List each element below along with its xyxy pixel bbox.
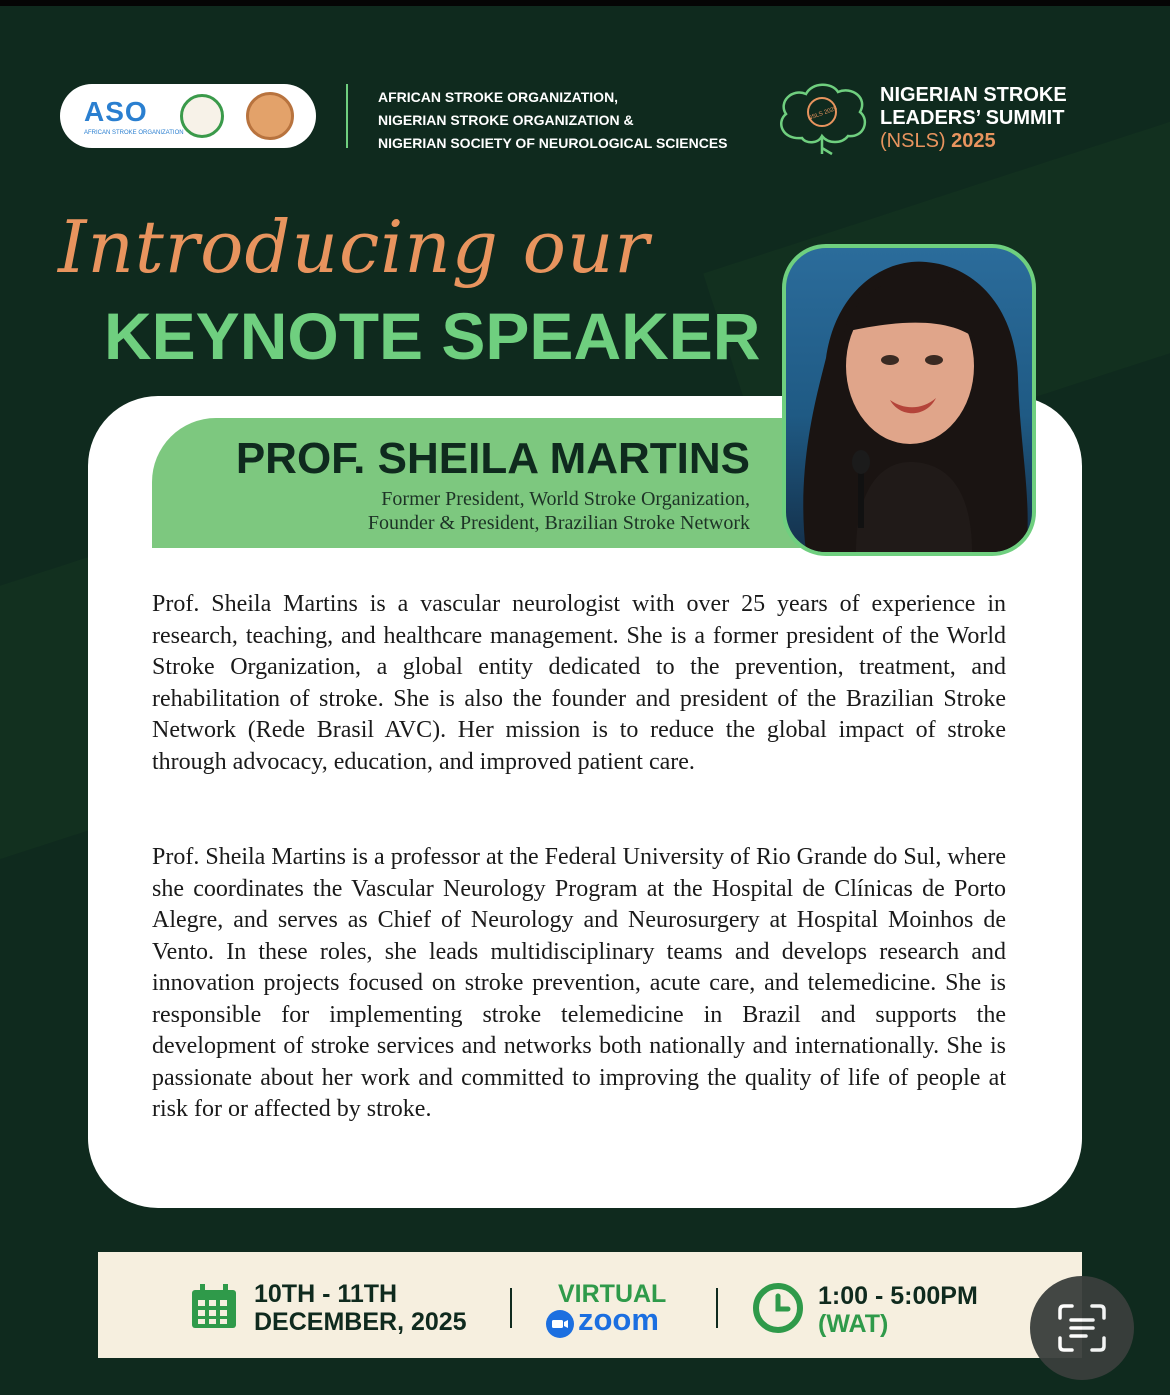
speaker-photo — [782, 244, 1036, 556]
summit-line-3 — [880, 130, 1067, 153]
header-divider — [346, 84, 348, 148]
summit-year: 2025 — [951, 130, 996, 152]
brain-badge-text: NSLS 2025 — [807, 105, 839, 122]
calendar-icon — [190, 1282, 238, 1330]
summit-line-1: NIGERIAN STROKE — [880, 84, 1067, 106]
speaker-portrait-illustration — [786, 248, 1032, 552]
bio-paragraph-1: Prof. Sheila Martins is a vascular neurologist with over 25 years of experience in research, teaching, and healthcare management. She is a former president of the World Stroke Organization, a global entity dedicated to the prevention, treatment, and rehabilitation of stroke. She is also the founder and president of the Brazilian Stroke Network (Rede Brasil AVC). Her mission is to reduce the global impact of stroke through advocacy, education, and improved patient care. — [152, 591, 1006, 775]
nso-logo — [180, 94, 224, 138]
aso-logo-caption: AFRICAN STROKE ORGANIZATION — [84, 130, 184, 136]
headline-script: Introducing our — [58, 205, 650, 289]
text-scan-button[interactable] — [1030, 1276, 1134, 1380]
event-date-month: DECEMBER, 2025 — [254, 1308, 467, 1336]
speaker-role-2: Founder & President, Brazilian Stroke Network — [367, 512, 750, 534]
organizer-1: AFRICAN STROKE ORGANIZATION, — [378, 89, 619, 105]
event-date-days: 10TH - 11TH — [254, 1280, 398, 1308]
text-scan-icon — [1056, 1302, 1108, 1354]
organizer-list — [378, 86, 728, 155]
zoom-wordmark: zoom — [578, 1302, 659, 1337]
aso-logo: ASO — [84, 96, 148, 127]
event-date — [254, 1280, 467, 1336]
summit-acronym: (NSLS) — [880, 130, 946, 152]
speaker-name: PROF. SHEILA MARTINS — [235, 434, 750, 483]
partner-logos — [60, 84, 316, 148]
footer-divider — [510, 1288, 512, 1328]
zoom-camera-icon — [546, 1310, 574, 1338]
summit-line-2: LEADERS’ SUMMIT — [880, 107, 1065, 129]
event-mode: VIRTUAL — [558, 1280, 667, 1308]
event-time-range: 1:00 - 5:00PM — [818, 1282, 978, 1310]
organizer-2: NIGERIAN STROKE ORGANIZATION & — [378, 112, 634, 128]
headline-main: KEYNOTE SPEAKER — [104, 299, 761, 373]
nsns-logo — [246, 92, 294, 140]
bio-paragraph-2: Prof. Sheila Martins is a professor at the Federal University of Rio Grande do Sul, where she coordinates the Vascular Neurology Program at the Hospital de Clínicas de Porto Alegre, and serves as Chief of Neurology and Neurosurgery at Hospital Moinhos de Vento. In these roles, she leads multidisciplinary teams and develops research and innovation projects focused on stroke prevention, acute care, and telemedicine. She is responsible for implementing stroke telemedicine in Brazil and supports the development of stroke services and networks both nationally and internationally. She is passionate about her work and committed to improving the quality of life of people at risk for or affected by stroke. — [152, 844, 1006, 1122]
summit-title — [880, 84, 1067, 153]
brain-icon — [772, 78, 872, 158]
top-edge — [0, 0, 1170, 6]
event-time — [818, 1282, 978, 1338]
speaker-role-1: Former President, World Stroke Organization, — [381, 488, 750, 510]
clock-icon — [752, 1282, 804, 1334]
footer-divider — [716, 1288, 718, 1328]
organizer-3: NIGERIAN SOCIETY OF NEUROLOGICAL SCIENCES — [378, 135, 728, 151]
event-timezone: (WAT) — [818, 1310, 889, 1338]
